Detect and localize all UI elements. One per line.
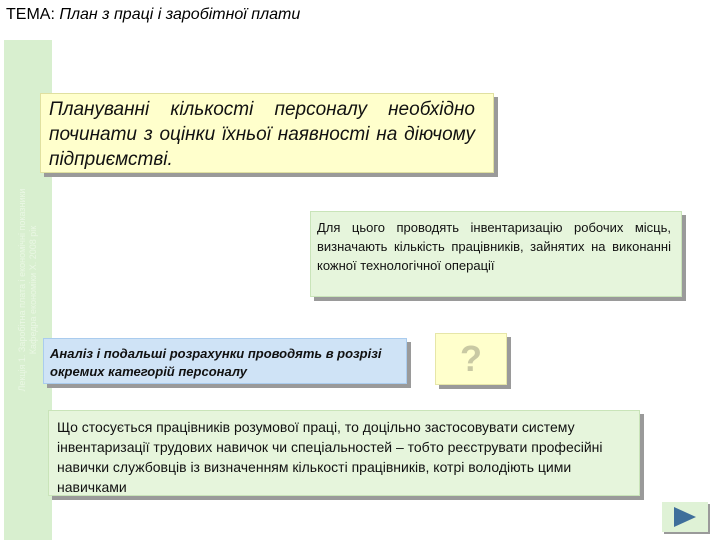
play-arrow-icon xyxy=(674,507,696,527)
question-mark-icon: ? xyxy=(460,338,482,379)
side-watermark-text xyxy=(17,189,39,392)
mental-work-box: Що стосується працівників розумової праці, то доцільно застосовувати систему інвентаризації трудових навичок чи спеціальностей – тобто реєструвати професійні навички службовців із визначенням кількості працівників, котрі володіють цими навичками xyxy=(48,410,640,496)
topic-title: План з праці і заробітної плати xyxy=(59,6,301,23)
page-title xyxy=(6,6,300,24)
analysis-box: Аналіз і подальші розрахунки проводять в розрізі окремих категорій персоналу xyxy=(43,338,407,384)
question-button[interactable] xyxy=(435,333,507,385)
topic-label: ТЕМА: xyxy=(6,6,55,23)
inventory-box: Для цього проводять інвентаризацію робочих місць, визначають кількість працівників, зайнятих на виконанні кожної технологічної операції xyxy=(310,211,682,297)
side-text-line2: Кафедра економіки Х. 2008 рік xyxy=(28,225,38,355)
side-text-line1: Лекція 1. Заробітна плата і економічні показники xyxy=(17,188,27,392)
next-slide-button[interactable] xyxy=(662,502,708,532)
intro-box: Плануванні кількості персоналу необхідно починати з оцінки їхньої наявності на діючому підприємстві. xyxy=(40,93,494,173)
